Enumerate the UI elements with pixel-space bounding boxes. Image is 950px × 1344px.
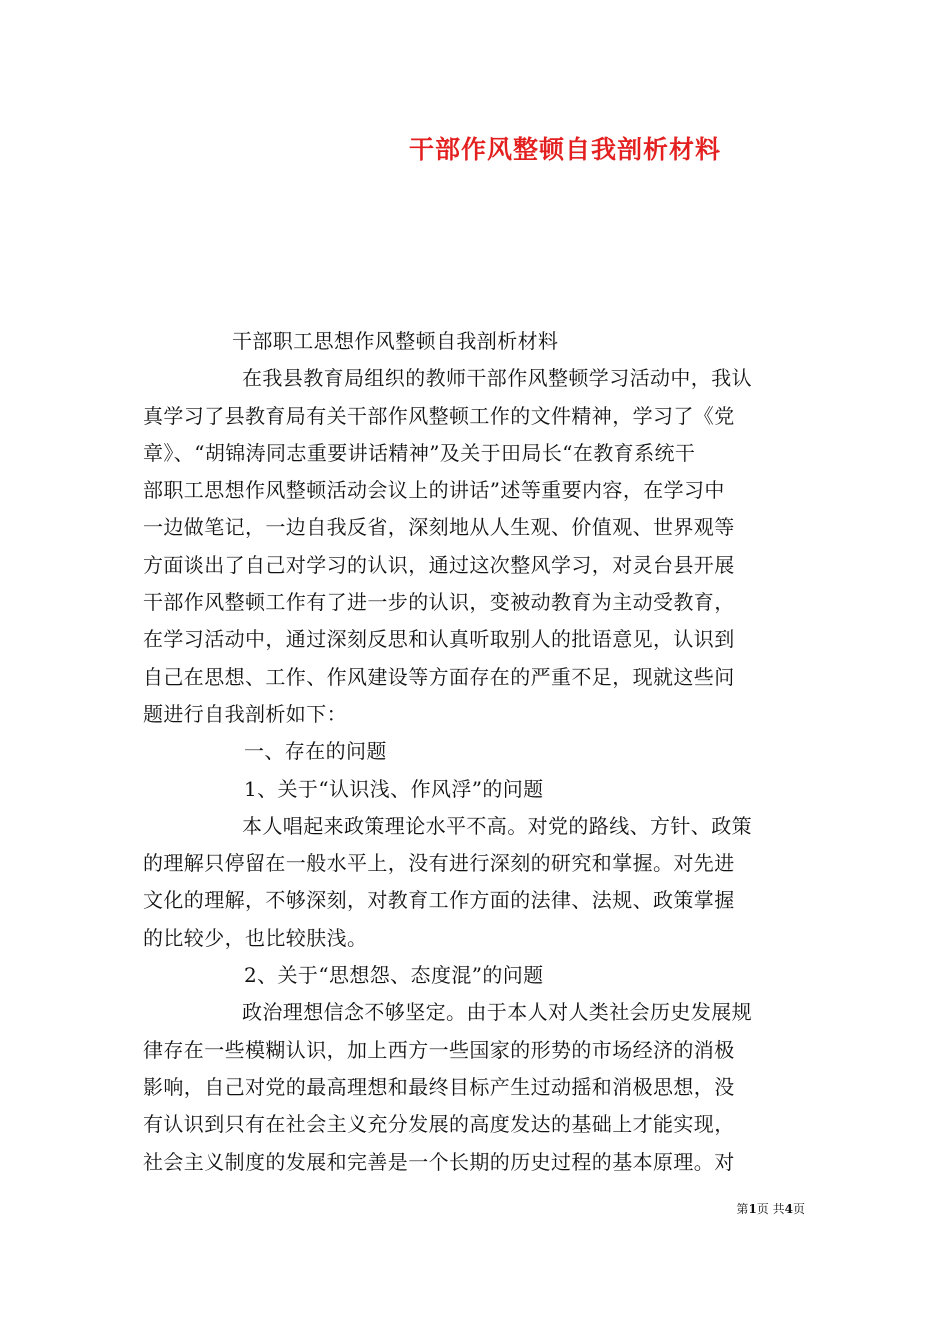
- paragraph-line: 本人唱起来政策理论水平不高。对党的路线、方针、政策: [242, 813, 752, 838]
- paragraph-line: 社会主义制度的发展和完善是一个长期的历史过程的基本原理。对: [143, 1149, 735, 1174]
- paragraph-line: 的理解只停留在一般水平上，没有进行深刻的研究和掌握。对先进: [143, 851, 735, 876]
- footer-suffix: 页: [792, 1202, 805, 1216]
- paragraph-line: 在我县教育局组织的教师干部作风整顿学习活动中，我认: [242, 366, 752, 391]
- document-body: [143, 323, 809, 1181]
- paragraph-line: 章》、“胡锦涛同志重要讲话精神”及关于田局长“在教育系统干: [143, 440, 696, 465]
- footer-total-pages: 4: [784, 1202, 793, 1216]
- paragraph-line: 律存在一些模糊认识，加上西方一些国家的形势的市场经济的消极: [143, 1037, 735, 1062]
- section-heading: 一、存在的问题: [244, 739, 387, 764]
- footer-middle: 页 共: [756, 1202, 785, 1216]
- paragraph-line: 方面谈出了自己对学习的认识，通过这次整风学习，对灵台县开展: [143, 552, 735, 577]
- subsection-heading: 1、关于“认识浅、作风浮”的问题: [244, 776, 544, 801]
- paragraph-line: 自己在思想、工作、作风建设等方面存在的严重不足，现就这些问: [143, 664, 735, 689]
- paragraph-line: 部职工思想作风整顿活动会议上的讲话”述等重要内容，在学习中: [143, 478, 725, 503]
- page-title: 干部作风整顿自我剖析材料: [408, 135, 721, 164]
- paragraph-line: 干部作风整顿工作有了进一步的认识，变被动教育为主动受教育，: [143, 590, 735, 615]
- subtitle-line: 干部职工思想作风整顿自我剖析材料: [232, 329, 559, 353]
- paragraph-line: 政治理想信念不够坚定。由于本人对人类社会历史发展规: [242, 1000, 752, 1025]
- subsection-heading: 2、关于“思想怨、态度混”的问题: [244, 963, 544, 988]
- paragraph-line: 真学习了县教育局有关干部作风整顿工作的文件精神，学习了《党: [143, 403, 735, 428]
- paragraph-line: 一边做笔记，一边自我反省，深刻地从人生观、价值观、世界观等: [143, 515, 735, 540]
- paragraph-line: 在学习活动中，通过深刻反思和认真听取别人的批语意见，认识到: [143, 627, 735, 652]
- paragraph-line: 题进行自我剖析如下：: [143, 701, 347, 726]
- paragraph-line: 文化的理解，不够深刻，对教育工作方面的法律、法规、政策掌握: [143, 888, 735, 913]
- footer-current-page: 1: [748, 1202, 757, 1216]
- page-footer: [736, 1201, 805, 1217]
- paragraph-line: 影响，自己对党的最高理想和最终目标产生过动摇和消极思想，没: [143, 1074, 735, 1099]
- paragraph-line: 的比较少，也比较肤浅。: [143, 925, 368, 950]
- paragraph-line: 有认识到只有在社会主义充分发展的高度发达的基础上才能实现，: [143, 1112, 735, 1137]
- footer-prefix: 第: [736, 1202, 749, 1216]
